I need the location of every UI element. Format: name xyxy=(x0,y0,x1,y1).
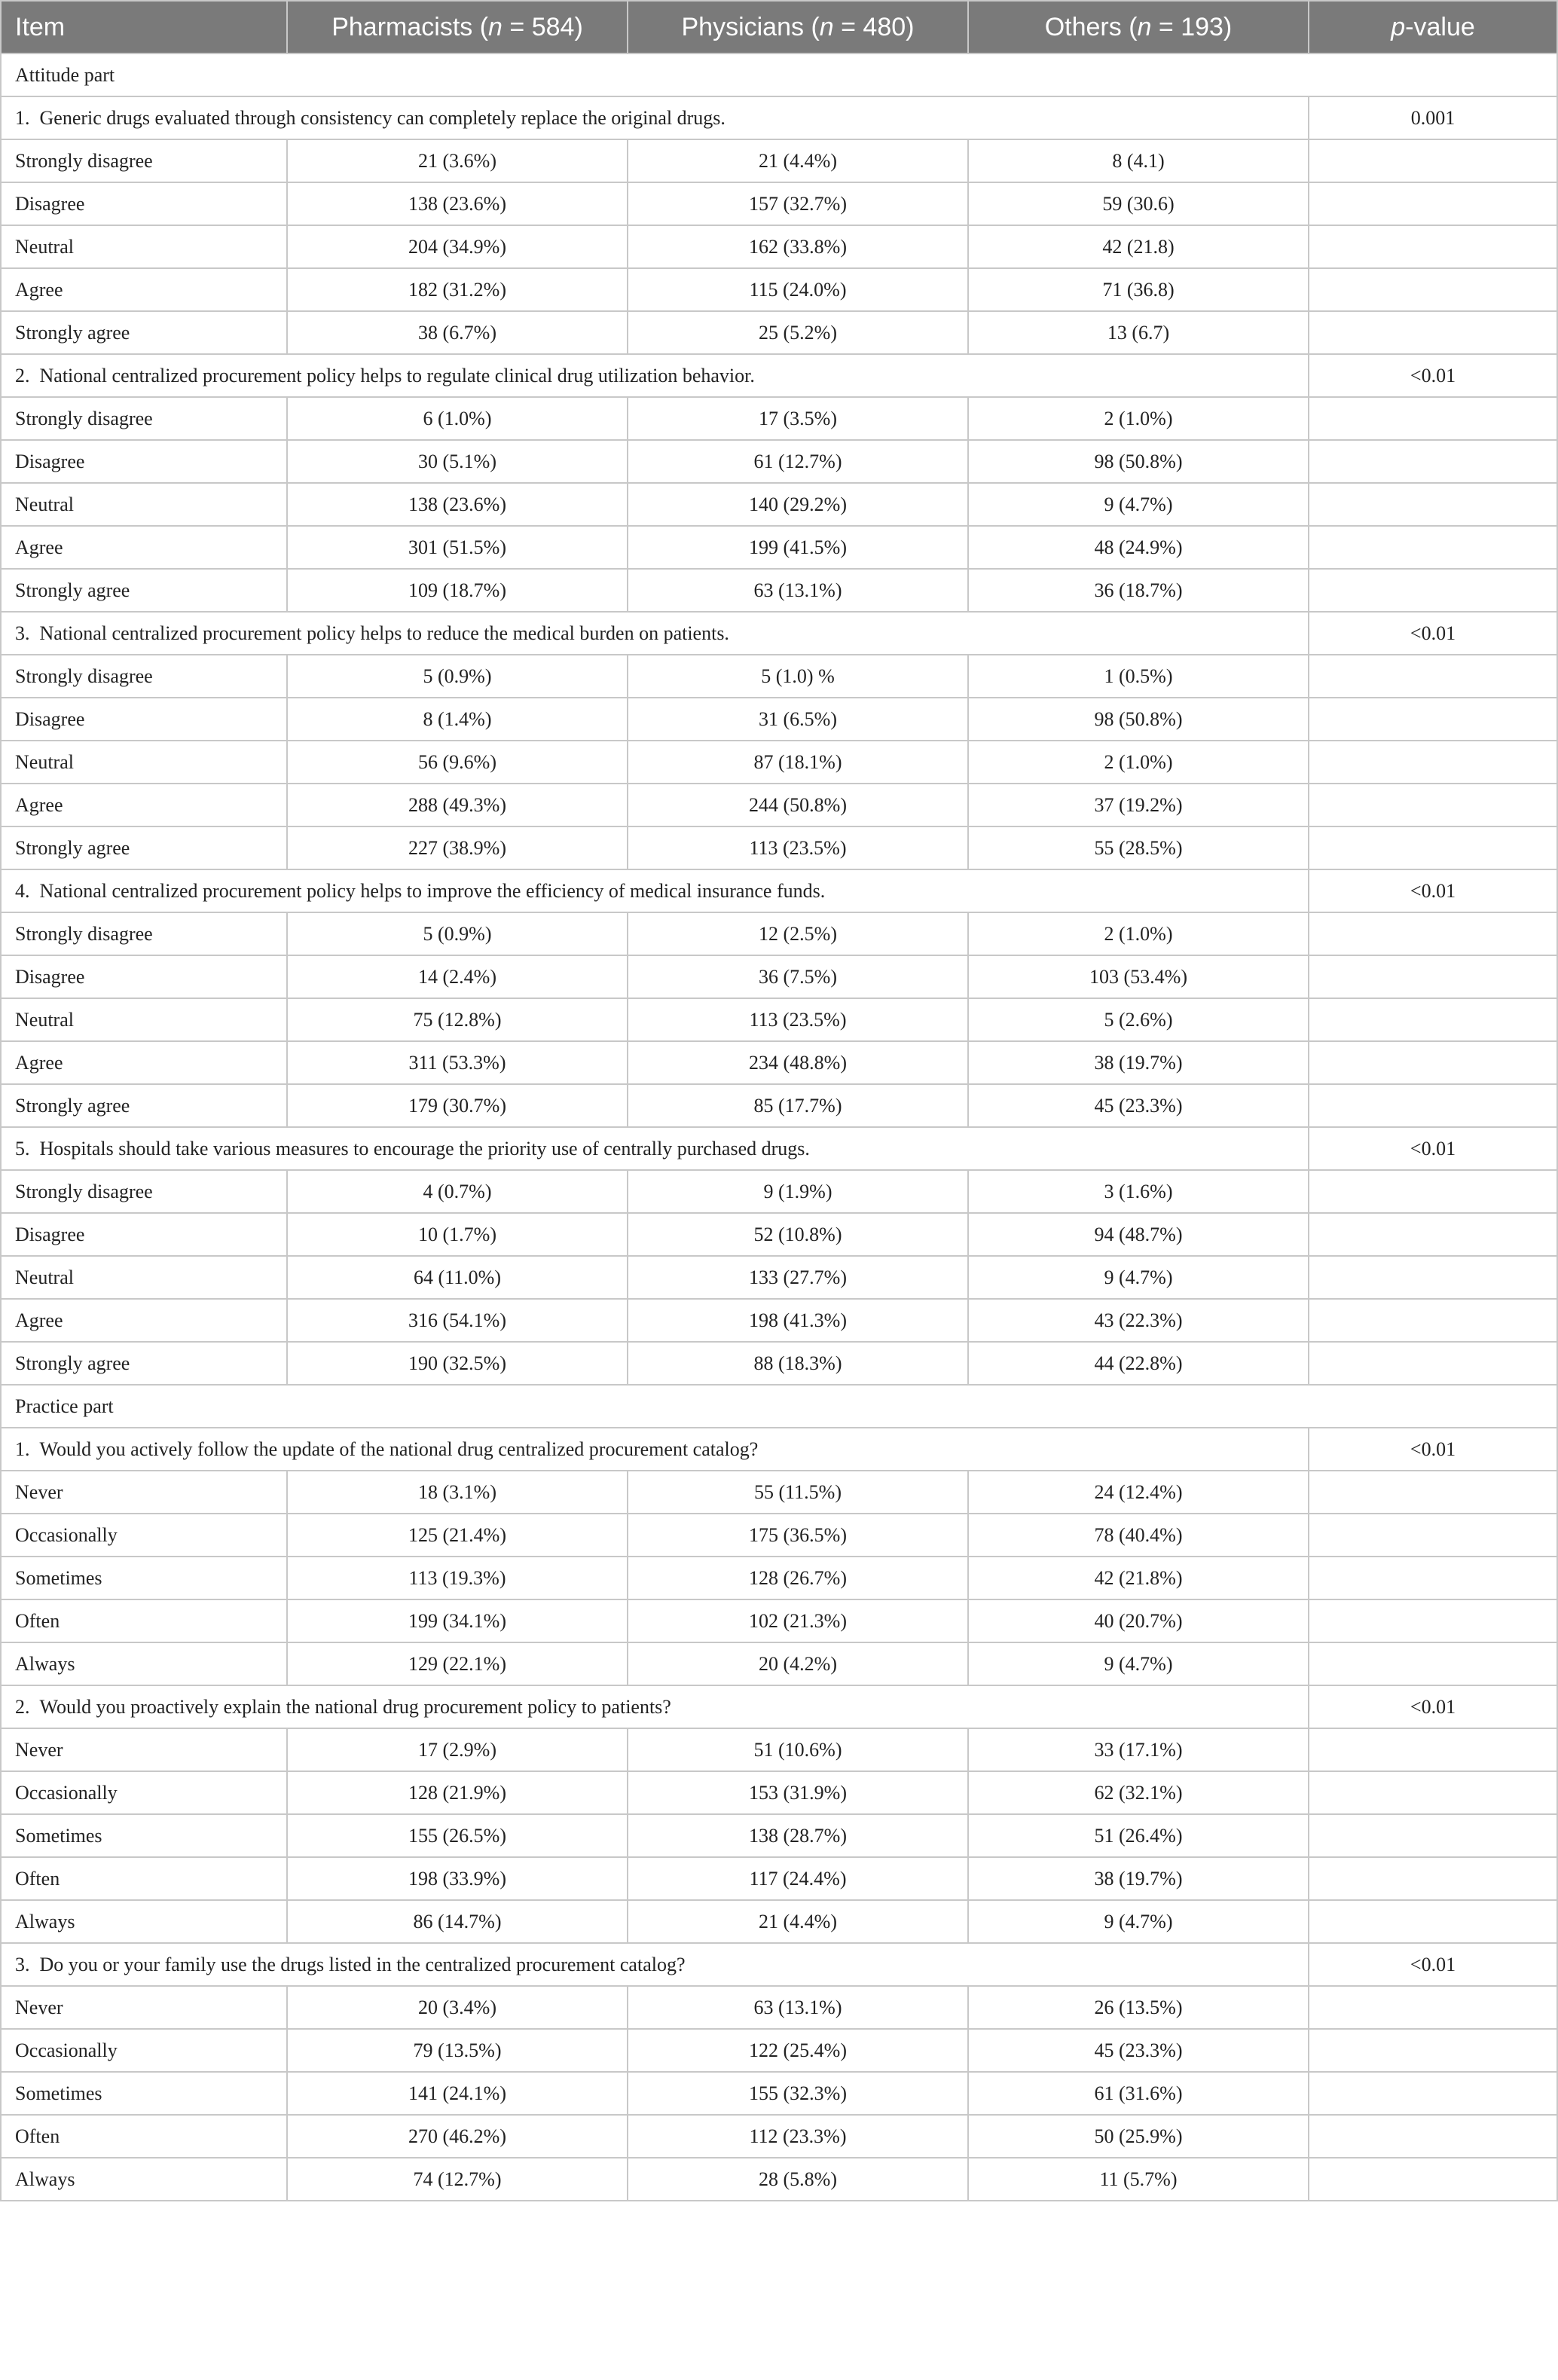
pharmacists-cell: 179 (30.7%) xyxy=(287,1084,628,1127)
others-cell: 42 (21.8%) xyxy=(968,1557,1309,1599)
table-row xyxy=(1,1041,1557,1084)
physicians-cell: 122 (25.4%) xyxy=(628,2029,968,2072)
others-cell: 38 (19.7%) xyxy=(968,1041,1309,1084)
physicians-cell: 162 (33.8%) xyxy=(628,225,968,268)
table-row xyxy=(1,225,1557,268)
p-value-cell xyxy=(1309,397,1557,440)
physicians-cell: 244 (50.8%) xyxy=(628,784,968,826)
p-value-cell xyxy=(1309,1170,1557,1213)
table-row xyxy=(1,526,1557,569)
question-row xyxy=(1,612,1557,655)
question-text: 1. Generic drugs evaluated through consistency can completely replace the original drugs. xyxy=(1,96,1309,139)
header-others-post: = 193) xyxy=(1151,12,1233,41)
pharmacists-cell: 129 (22.1%) xyxy=(287,1642,628,1685)
response-label: Disagree xyxy=(1,1213,287,1256)
p-value-cell xyxy=(1309,139,1557,182)
physicians-cell: 199 (41.5%) xyxy=(628,526,968,569)
response-label: Never xyxy=(1,1728,287,1771)
table-row xyxy=(1,483,1557,526)
p-value-cell xyxy=(1309,1986,1557,2029)
response-label: Neutral xyxy=(1,1256,287,1299)
others-cell: 48 (24.9%) xyxy=(968,526,1309,569)
pharmacists-cell: 38 (6.7%) xyxy=(287,311,628,354)
header-physicians-pre: Physicians ( xyxy=(681,12,820,41)
table-row xyxy=(1,998,1557,1041)
header-pharmacists xyxy=(287,1,628,53)
table-row xyxy=(1,2115,1557,2158)
header-physicians-n: n xyxy=(819,12,834,41)
physicians-cell: 21 (4.4%) xyxy=(628,139,968,182)
table-row xyxy=(1,1213,1557,1256)
header-pharmacists-post: = 584) xyxy=(502,12,583,41)
physicians-cell: 85 (17.7%) xyxy=(628,1084,968,1127)
pharmacists-cell: 56 (9.6%) xyxy=(287,741,628,784)
p-value-cell xyxy=(1309,182,1557,225)
pharmacists-cell: 141 (24.1%) xyxy=(287,2072,628,2115)
question-row xyxy=(1,1428,1557,1471)
table-row xyxy=(1,440,1557,483)
p-value: <0.01 xyxy=(1309,1127,1557,1170)
p-value-cell xyxy=(1309,1857,1557,1900)
section-row xyxy=(1,53,1557,96)
header-pvalue-post: -value xyxy=(1405,12,1475,41)
p-value-cell xyxy=(1309,2115,1557,2158)
p-value: <0.01 xyxy=(1309,1685,1557,1728)
question-text: 3. National centralized procurement policy helps to reduce the medical burden on patients. xyxy=(1,612,1309,655)
response-label: Neutral xyxy=(1,998,287,1041)
response-label: Disagree xyxy=(1,698,287,741)
response-label: Occasionally xyxy=(1,2029,287,2072)
table-row xyxy=(1,784,1557,826)
table-row xyxy=(1,1514,1557,1557)
table-body xyxy=(1,53,1557,2201)
others-cell: 71 (36.8) xyxy=(968,268,1309,311)
pharmacists-cell: 182 (31.2%) xyxy=(287,268,628,311)
table-row xyxy=(1,1986,1557,2029)
pharmacists-cell: 113 (19.3%) xyxy=(287,1557,628,1599)
response-label: Occasionally xyxy=(1,1771,287,1814)
others-cell: 26 (13.5%) xyxy=(968,1986,1309,2029)
table-row xyxy=(1,1728,1557,1771)
question-text: 1. Would you actively follow the update of the national drug centralized procurement catalog? xyxy=(1,1428,1309,1471)
physicians-cell: 17 (3.5%) xyxy=(628,397,968,440)
response-label: Agree xyxy=(1,1041,287,1084)
response-label: Strongly agree xyxy=(1,1342,287,1385)
others-cell: 51 (26.4%) xyxy=(968,1814,1309,1857)
others-cell: 94 (48.7%) xyxy=(968,1213,1309,1256)
response-label: Sometimes xyxy=(1,2072,287,2115)
table-row xyxy=(1,139,1557,182)
physicians-cell: 234 (48.8%) xyxy=(628,1041,968,1084)
pharmacists-cell: 5 (0.9%) xyxy=(287,655,628,698)
pharmacists-cell: 227 (38.9%) xyxy=(287,826,628,869)
p-value-cell xyxy=(1309,1213,1557,1256)
p-value-cell xyxy=(1309,955,1557,998)
physicians-cell: 5 (1.0) % xyxy=(628,655,968,698)
response-label: Neutral xyxy=(1,225,287,268)
table-row xyxy=(1,655,1557,698)
physicians-cell: 52 (10.8%) xyxy=(628,1213,968,1256)
response-label: Always xyxy=(1,2158,287,2201)
physicians-cell: 102 (21.3%) xyxy=(628,1599,968,1642)
p-value-cell xyxy=(1309,826,1557,869)
table-row xyxy=(1,1814,1557,1857)
others-cell: 36 (18.7%) xyxy=(968,569,1309,612)
table-row xyxy=(1,311,1557,354)
question-row xyxy=(1,354,1557,397)
response-label: Never xyxy=(1,1471,287,1514)
p-value: <0.01 xyxy=(1309,869,1557,912)
physicians-cell: 155 (32.3%) xyxy=(628,2072,968,2115)
p-value-cell xyxy=(1309,1900,1557,1943)
others-cell: 11 (5.7%) xyxy=(968,2158,1309,2201)
others-cell: 55 (28.5%) xyxy=(968,826,1309,869)
p-value-cell xyxy=(1309,1342,1557,1385)
section-title: Attitude part xyxy=(1,53,1557,96)
others-cell: 98 (50.8%) xyxy=(968,698,1309,741)
header-item: Item xyxy=(1,1,287,53)
physicians-cell: 198 (41.3%) xyxy=(628,1299,968,1342)
p-value: 0.001 xyxy=(1309,96,1557,139)
question-row xyxy=(1,96,1557,139)
header-others-pre: Others ( xyxy=(1044,12,1138,41)
response-label: Strongly agree xyxy=(1,1084,287,1127)
response-label: Often xyxy=(1,1599,287,1642)
table-row xyxy=(1,1857,1557,1900)
p-value-cell xyxy=(1309,268,1557,311)
p-value-cell xyxy=(1309,483,1557,526)
others-cell: 44 (22.8%) xyxy=(968,1342,1309,1385)
table-row xyxy=(1,1084,1557,1127)
response-label: Agree xyxy=(1,1299,287,1342)
response-label: Sometimes xyxy=(1,1814,287,1857)
table-row xyxy=(1,1900,1557,1943)
question-row xyxy=(1,1943,1557,1986)
header-others-n: n xyxy=(1137,12,1152,41)
response-label: Agree xyxy=(1,268,287,311)
question-text: 2. Would you proactively explain the national drug procurement policy to patients? xyxy=(1,1685,1309,1728)
p-value: <0.01 xyxy=(1309,1428,1557,1471)
p-value-cell xyxy=(1309,998,1557,1041)
p-value-cell xyxy=(1309,1084,1557,1127)
physicians-cell: 138 (28.7%) xyxy=(628,1814,968,1857)
physicians-cell: 128 (26.7%) xyxy=(628,1557,968,1599)
response-label: Sometimes xyxy=(1,1557,287,1599)
others-cell: 8 (4.1) xyxy=(968,139,1309,182)
others-cell: 103 (53.4%) xyxy=(968,955,1309,998)
others-cell: 62 (32.1%) xyxy=(968,1771,1309,1814)
pharmacists-cell: 18 (3.1%) xyxy=(287,1471,628,1514)
others-cell: 13 (6.7) xyxy=(968,311,1309,354)
table-header xyxy=(1,1,1557,53)
pharmacists-cell: 288 (49.3%) xyxy=(287,784,628,826)
physicians-cell: 157 (32.7%) xyxy=(628,182,968,225)
others-cell: 40 (20.7%) xyxy=(968,1599,1309,1642)
others-cell: 61 (31.6%) xyxy=(968,2072,1309,2115)
table-row xyxy=(1,955,1557,998)
table-row xyxy=(1,1256,1557,1299)
p-value-cell xyxy=(1309,784,1557,826)
others-cell: 33 (17.1%) xyxy=(968,1728,1309,1771)
p-value-cell xyxy=(1309,1728,1557,1771)
others-cell: 1 (0.5%) xyxy=(968,655,1309,698)
p-value-cell xyxy=(1309,2072,1557,2115)
pharmacists-cell: 5 (0.9%) xyxy=(287,912,628,955)
others-cell: 5 (2.6%) xyxy=(968,998,1309,1041)
others-cell: 2 (1.0%) xyxy=(968,912,1309,955)
pharmacists-cell: 138 (23.6%) xyxy=(287,182,628,225)
others-cell: 2 (1.0%) xyxy=(968,741,1309,784)
question-text: 2. National centralized procurement policy helps to regulate clinical drug utilization behavior. xyxy=(1,354,1309,397)
table-row xyxy=(1,912,1557,955)
others-cell: 9 (4.7%) xyxy=(968,1900,1309,1943)
physicians-cell: 28 (5.8%) xyxy=(628,2158,968,2201)
pharmacists-cell: 14 (2.4%) xyxy=(287,955,628,998)
question-row xyxy=(1,869,1557,912)
physicians-cell: 20 (4.2%) xyxy=(628,1642,968,1685)
p-value-cell xyxy=(1309,1771,1557,1814)
response-label: Strongly disagree xyxy=(1,912,287,955)
section-title: Practice part xyxy=(1,1385,1557,1428)
pharmacists-cell: 17 (2.9%) xyxy=(287,1728,628,1771)
pharmacists-cell: 109 (18.7%) xyxy=(287,569,628,612)
physicians-cell: 175 (36.5%) xyxy=(628,1514,968,1557)
table-row xyxy=(1,741,1557,784)
others-cell: 9 (4.7%) xyxy=(968,1642,1309,1685)
p-value: <0.01 xyxy=(1309,612,1557,655)
response-label: Always xyxy=(1,1642,287,1685)
response-label: Strongly disagree xyxy=(1,1170,287,1213)
pharmacists-cell: 8 (1.4%) xyxy=(287,698,628,741)
response-label: Disagree xyxy=(1,440,287,483)
header-pharmacists-n: n xyxy=(488,12,503,41)
p-value-cell xyxy=(1309,1642,1557,1685)
table-row xyxy=(1,1299,1557,1342)
question-text: 5. Hospitals should take various measures to encourage the priority use of centrally purchased drugs. xyxy=(1,1127,1309,1170)
others-cell: 98 (50.8%) xyxy=(968,440,1309,483)
others-cell: 37 (19.2%) xyxy=(968,784,1309,826)
p-value-cell xyxy=(1309,1041,1557,1084)
others-cell: 42 (21.8) xyxy=(968,225,1309,268)
physicians-cell: 88 (18.3%) xyxy=(628,1342,968,1385)
table-row xyxy=(1,1342,1557,1385)
section-row xyxy=(1,1385,1557,1428)
pharmacists-cell: 204 (34.9%) xyxy=(287,225,628,268)
response-label: Often xyxy=(1,1857,287,1900)
pharmacists-cell: 270 (46.2%) xyxy=(287,2115,628,2158)
p-value-cell xyxy=(1309,311,1557,354)
pharmacists-cell: 128 (21.9%) xyxy=(287,1771,628,1814)
table-row xyxy=(1,569,1557,612)
response-label: Often xyxy=(1,2115,287,2158)
physicians-cell: 31 (6.5%) xyxy=(628,698,968,741)
response-label: Neutral xyxy=(1,483,287,526)
response-label: Disagree xyxy=(1,182,287,225)
others-cell: 2 (1.0%) xyxy=(968,397,1309,440)
others-cell: 38 (19.7%) xyxy=(968,1857,1309,1900)
p-value-cell xyxy=(1309,1299,1557,1342)
physicians-cell: 115 (24.0%) xyxy=(628,268,968,311)
p-value-cell xyxy=(1309,912,1557,955)
p-value: <0.01 xyxy=(1309,1943,1557,1986)
physicians-cell: 55 (11.5%) xyxy=(628,1471,968,1514)
table-row xyxy=(1,1599,1557,1642)
physicians-cell: 133 (27.7%) xyxy=(628,1256,968,1299)
header-row xyxy=(1,1,1557,53)
pharmacists-cell: 10 (1.7%) xyxy=(287,1213,628,1256)
response-label: Agree xyxy=(1,526,287,569)
question-text: 4. National centralized procurement policy helps to improve the efficiency of medical insurance funds. xyxy=(1,869,1309,912)
others-cell: 59 (30.6) xyxy=(968,182,1309,225)
header-others xyxy=(968,1,1309,53)
response-label: Strongly agree xyxy=(1,311,287,354)
response-label: Strongly disagree xyxy=(1,655,287,698)
pharmacists-cell: 198 (33.9%) xyxy=(287,1857,628,1900)
p-value-cell xyxy=(1309,569,1557,612)
table-row xyxy=(1,1170,1557,1213)
p-value-cell xyxy=(1309,698,1557,741)
table-row xyxy=(1,268,1557,311)
table-row xyxy=(1,1557,1557,1599)
others-cell: 45 (23.3%) xyxy=(968,2029,1309,2072)
pharmacists-cell: 155 (26.5%) xyxy=(287,1814,628,1857)
pharmacists-cell: 199 (34.1%) xyxy=(287,1599,628,1642)
others-cell: 45 (23.3%) xyxy=(968,1084,1309,1127)
pharmacists-cell: 6 (1.0%) xyxy=(287,397,628,440)
physicians-cell: 25 (5.2%) xyxy=(628,311,968,354)
p-value-cell xyxy=(1309,225,1557,268)
physicians-cell: 140 (29.2%) xyxy=(628,483,968,526)
table-row xyxy=(1,2158,1557,2201)
pharmacists-cell: 4 (0.7%) xyxy=(287,1170,628,1213)
physicians-cell: 61 (12.7%) xyxy=(628,440,968,483)
p-value-cell xyxy=(1309,1599,1557,1642)
others-cell: 9 (4.7%) xyxy=(968,483,1309,526)
physicians-cell: 51 (10.6%) xyxy=(628,1728,968,1771)
pharmacists-cell: 20 (3.4%) xyxy=(287,1986,628,2029)
p-value-cell xyxy=(1309,655,1557,698)
table-row xyxy=(1,1471,1557,1514)
physicians-cell: 63 (13.1%) xyxy=(628,569,968,612)
table-row xyxy=(1,397,1557,440)
pharmacists-cell: 138 (23.6%) xyxy=(287,483,628,526)
physicians-cell: 113 (23.5%) xyxy=(628,998,968,1041)
p-value-cell xyxy=(1309,741,1557,784)
response-label: Strongly agree xyxy=(1,826,287,869)
physicians-cell: 9 (1.9%) xyxy=(628,1170,968,1213)
response-label: Never xyxy=(1,1986,287,2029)
p-value-cell xyxy=(1309,2158,1557,2201)
table-row xyxy=(1,1642,1557,1685)
response-label: Disagree xyxy=(1,955,287,998)
pharmacists-cell: 301 (51.5%) xyxy=(287,526,628,569)
response-label: Always xyxy=(1,1900,287,1943)
physicians-cell: 113 (23.5%) xyxy=(628,826,968,869)
others-cell: 78 (40.4%) xyxy=(968,1514,1309,1557)
table-row xyxy=(1,1771,1557,1814)
response-label: Occasionally xyxy=(1,1514,287,1557)
header-pharmacists-pre: Pharmacists ( xyxy=(331,12,489,41)
pharmacists-cell: 21 (3.6%) xyxy=(287,139,628,182)
header-pvalue-p: p xyxy=(1391,12,1406,41)
pharmacists-cell: 125 (21.4%) xyxy=(287,1514,628,1557)
header-pvalue xyxy=(1309,1,1557,53)
pharmacists-cell: 316 (54.1%) xyxy=(287,1299,628,1342)
pharmacists-cell: 79 (13.5%) xyxy=(287,2029,628,2072)
p-value-cell xyxy=(1309,1814,1557,1857)
physicians-cell: 112 (23.3%) xyxy=(628,2115,968,2158)
pharmacists-cell: 311 (53.3%) xyxy=(287,1041,628,1084)
p-value-cell xyxy=(1309,440,1557,483)
physicians-cell: 63 (13.1%) xyxy=(628,1986,968,2029)
p-value: <0.01 xyxy=(1309,354,1557,397)
table-row xyxy=(1,826,1557,869)
p-value-cell xyxy=(1309,1471,1557,1514)
p-value-cell xyxy=(1309,2029,1557,2072)
question-row xyxy=(1,1127,1557,1170)
pharmacists-cell: 64 (11.0%) xyxy=(287,1256,628,1299)
others-cell: 3 (1.6%) xyxy=(968,1170,1309,1213)
physicians-cell: 12 (2.5%) xyxy=(628,912,968,955)
pharmacists-cell: 30 (5.1%) xyxy=(287,440,628,483)
table-row xyxy=(1,182,1557,225)
table-row xyxy=(1,2072,1557,2115)
table-row xyxy=(1,698,1557,741)
response-label: Agree xyxy=(1,784,287,826)
physicians-cell: 153 (31.9%) xyxy=(628,1771,968,1814)
pharmacists-cell: 75 (12.8%) xyxy=(287,998,628,1041)
others-cell: 43 (22.3%) xyxy=(968,1299,1309,1342)
response-label: Strongly disagree xyxy=(1,397,287,440)
others-cell: 50 (25.9%) xyxy=(968,2115,1309,2158)
others-cell: 24 (12.4%) xyxy=(968,1471,1309,1514)
response-label: Neutral xyxy=(1,741,287,784)
response-label: Strongly disagree xyxy=(1,139,287,182)
response-label: Strongly agree xyxy=(1,569,287,612)
question-row xyxy=(1,1685,1557,1728)
p-value-cell xyxy=(1309,1256,1557,1299)
physicians-cell: 21 (4.4%) xyxy=(628,1900,968,1943)
physicians-cell: 87 (18.1%) xyxy=(628,741,968,784)
p-value-cell xyxy=(1309,526,1557,569)
physicians-cell: 36 (7.5%) xyxy=(628,955,968,998)
header-physicians-post: = 480) xyxy=(833,12,915,41)
p-value-cell xyxy=(1309,1514,1557,1557)
table-row xyxy=(1,2029,1557,2072)
physicians-cell: 117 (24.4%) xyxy=(628,1857,968,1900)
others-cell: 9 (4.7%) xyxy=(968,1256,1309,1299)
pharmacists-cell: 86 (14.7%) xyxy=(287,1900,628,1943)
header-physicians xyxy=(628,1,968,53)
p-value-cell xyxy=(1309,1557,1557,1599)
pharmacists-cell: 74 (12.7%) xyxy=(287,2158,628,2201)
question-text: 3. Do you or your family use the drugs listed in the centralized procurement catalog? xyxy=(1,1943,1309,1986)
pharmacists-cell: 190 (32.5%) xyxy=(287,1342,628,1385)
